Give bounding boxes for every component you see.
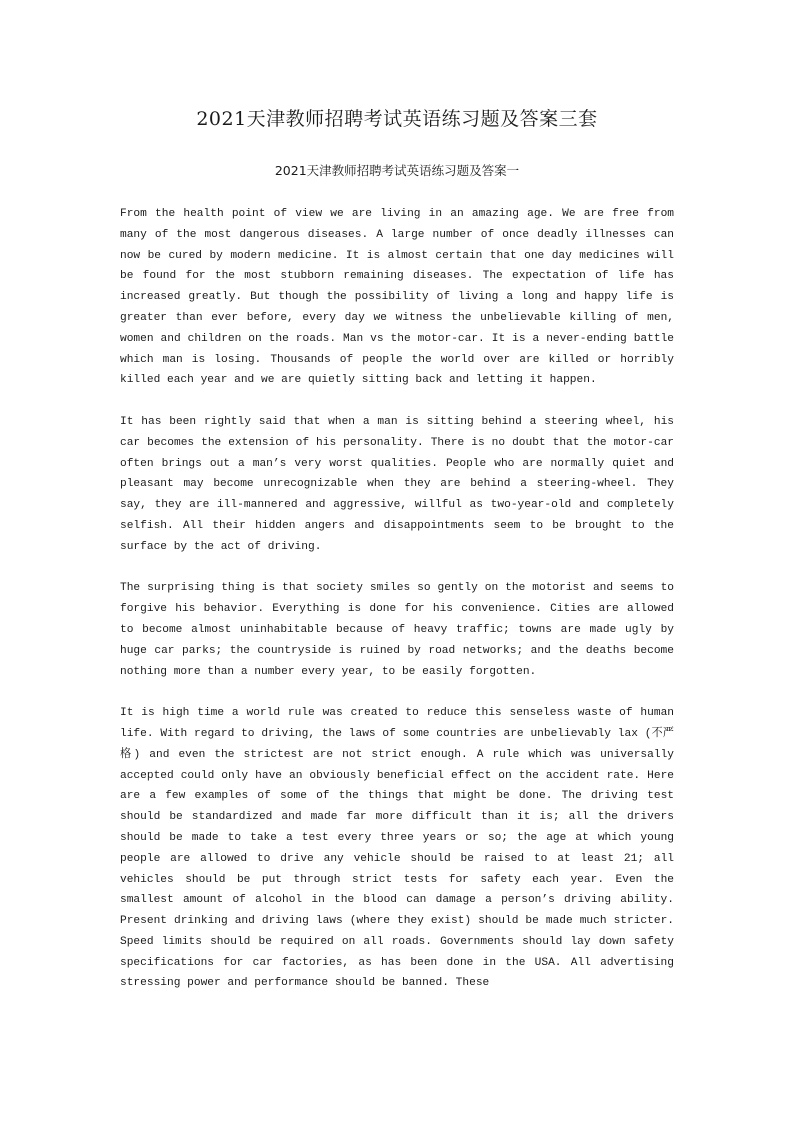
document-subtitle: 2021天津教师招聘考试英语练习题及答案一: [274, 163, 520, 178]
paragraph: It has been rightly said that when a man is sitting behind a steering wheel, his car becomes the extension of his personality. There is no doubt that the motor-car often brings out a man’s very worst qualities. People who are normally quiet and pleasant may become unrecognizable when they are behind a steering-wheel. They say, they are ill-mannered and aggressive, willful as two-year-old and completely selfish. All their hidden angers and disappointments seem to be brought to the surface by the act of driving.: [120, 415, 674, 553]
document-title: 2021天津教师招聘考试英语练习题及答案三套: [196, 108, 598, 130]
document-body: [120, 204, 674, 1015]
paragraph: The surprising thing is that society smiles so gently on the motorist and seems to forgive his behavior. Everything is done for his convenience. Cities are allowed to become almost uninhabitable because of heavy traffic; towns are made ugly by huge car parks; the countryside is ruined by road networks; and the deaths become nothing more than a number every year, to be easily forgotten.: [120, 582, 674, 678]
paragraph: From the health point of view we are living in an amazing age. We are free from many of the most dangerous diseases. A large number of once deadly illnesses can now be cured by modern medicine. It is almost certain that one day medicines will be found for the most stubborn remaining diseases. The expectation of life has increased greatly. But though the possibility of living a long and happy life is greater than ever before, every day we witness the unbelievable killing of men, women and children on the roads. Man vs the motor-car. It is a never-ending battle which man is losing. Thousands of people the world over are killed or horribly killed each year and we are quietly sitting back and letting it happen.: [120, 208, 674, 387]
paragraph: It is high time a world rule was created to reduce this senseless waste of human life. With regard to driving, the laws of some countries are unbelievably lax (不严格) and even the strictest are not strict enough. A rule which was universally accepted could only have an obviously beneficial effect on the accident rate. Here are a few examples of some of the things that might be done. The driving test should be standardized and made far more difficult than it is; all the drivers should be made to take a test every three years or so; the age at which young people are allowed to drive any vehicle should be raised to at least 21; all vehicles should be put through strict tests for safety each year. Even the smallest amount of alcohol in the blood can damage a person’s driving ability. Present drinking and driving laws (where they exist) should be made much stricter. Speed limits should be required on all roads. Governments should lay down safety specifications for car factories, as has been done in the USA. All advertising stressing power and performance should be banned. These: [120, 707, 674, 990]
